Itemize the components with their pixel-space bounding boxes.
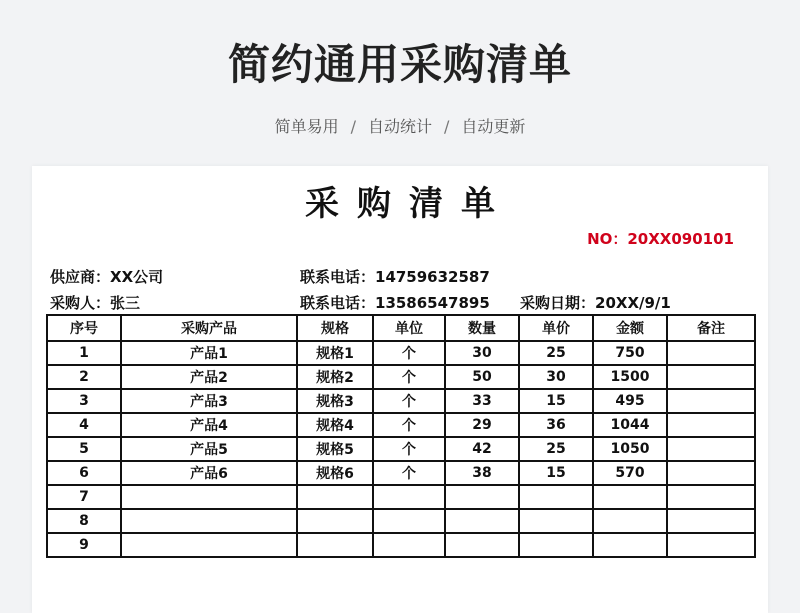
tag-separator: / (350, 117, 356, 136)
table-cell[interactable]: 2 (47, 365, 121, 389)
table-cell[interactable]: 产品4 (121, 413, 297, 437)
column-header: 规格 (297, 315, 373, 341)
table-row (47, 533, 755, 557)
table-cell[interactable]: 36 (519, 413, 593, 437)
column-header: 序号 (47, 315, 121, 341)
table-header-row (47, 315, 755, 341)
table-cell[interactable]: 7 (47, 485, 121, 509)
table-row (47, 461, 755, 485)
table-cell[interactable]: 个 (373, 365, 445, 389)
table-cell[interactable] (519, 509, 593, 533)
table-cell[interactable]: 规格3 (297, 389, 373, 413)
table-row (47, 485, 755, 509)
table-cell[interactable]: 1500 (593, 365, 667, 389)
table-cell[interactable] (593, 533, 667, 557)
tag-auto-stats: 自动统计 (367, 117, 432, 136)
table-cell[interactable]: 个 (373, 437, 445, 461)
table-cell[interactable]: 产品5 (121, 437, 297, 461)
table-cell[interactable]: 产品2 (121, 365, 297, 389)
table-cell[interactable] (297, 533, 373, 557)
table-cell[interactable]: 25 (519, 437, 593, 461)
supplier-phone: 联系电话：14759632587 (300, 268, 490, 286)
table-cell[interactable] (121, 509, 297, 533)
table-cell[interactable]: 个 (373, 461, 445, 485)
table-cell[interactable]: 产品3 (121, 389, 297, 413)
table-cell[interactable]: 规格5 (297, 437, 373, 461)
column-header: 金额 (593, 315, 667, 341)
column-header: 单位 (373, 315, 445, 341)
column-header: 备注 (667, 315, 755, 341)
supplier-info: 供应商：XX公司 (50, 268, 164, 286)
table-cell[interactable]: 15 (519, 389, 593, 413)
column-header: 单价 (519, 315, 593, 341)
table-cell[interactable]: 5 (47, 437, 121, 461)
table-cell[interactable]: 3 (47, 389, 121, 413)
table-cell[interactable] (667, 437, 755, 461)
table-cell[interactable] (373, 533, 445, 557)
table-cell[interactable] (373, 485, 445, 509)
table-cell[interactable] (297, 485, 373, 509)
table-cell[interactable]: 1044 (593, 413, 667, 437)
table-cell[interactable] (519, 533, 593, 557)
purchase-sheet (32, 166, 768, 613)
table-cell[interactable]: 30 (519, 365, 593, 389)
table-cell[interactable] (373, 509, 445, 533)
table-row (47, 341, 755, 365)
table-cell[interactable] (667, 485, 755, 509)
table-cell[interactable]: 规格6 (297, 461, 373, 485)
table-cell[interactable]: 15 (519, 461, 593, 485)
table-cell[interactable]: 25 (519, 341, 593, 365)
buyer-info: 采购人：张三 (50, 294, 141, 312)
table-cell[interactable]: 个 (373, 389, 445, 413)
table-cell[interactable]: 产品6 (121, 461, 297, 485)
table-cell[interactable]: 规格1 (297, 341, 373, 365)
document-title: 采购清单 (305, 184, 513, 224)
table-cell[interactable]: 8 (47, 509, 121, 533)
table-cell[interactable]: 6 (47, 461, 121, 485)
table-cell[interactable]: 33 (445, 389, 519, 413)
table-cell[interactable]: 9 (47, 533, 121, 557)
page-title: 简约通用采购清单 (227, 40, 572, 89)
table-cell[interactable] (667, 461, 755, 485)
table-cell[interactable]: 29 (445, 413, 519, 437)
table-cell[interactable] (445, 533, 519, 557)
table-row (47, 437, 755, 461)
table-row (47, 365, 755, 389)
table-cell[interactable] (593, 485, 667, 509)
document-number: NO：20XX090101 (587, 230, 734, 248)
table-cell[interactable] (667, 389, 755, 413)
table-cell[interactable]: 50 (445, 365, 519, 389)
column-header: 数量 (445, 315, 519, 341)
table-cell[interactable] (667, 413, 755, 437)
table-cell[interactable] (121, 533, 297, 557)
tag-auto-update: 自动更新 (461, 117, 526, 136)
table-cell[interactable]: 产品1 (121, 341, 297, 365)
table-cell[interactable]: 4 (47, 413, 121, 437)
feature-tags (0, 114, 800, 137)
table-cell[interactable]: 750 (593, 341, 667, 365)
table-cell[interactable]: 1 (47, 341, 121, 365)
table-cell[interactable]: 1050 (593, 437, 667, 461)
column-header: 采购产品 (121, 315, 297, 341)
table-cell[interactable]: 42 (445, 437, 519, 461)
table-cell[interactable] (445, 509, 519, 533)
table-row (47, 509, 755, 533)
table-cell[interactable]: 30 (445, 341, 519, 365)
table-cell[interactable]: 570 (593, 461, 667, 485)
purchase-date: 采购日期：20XX/9/1 (520, 294, 671, 312)
table-cell[interactable] (121, 485, 297, 509)
table-cell[interactable]: 个 (373, 341, 445, 365)
table-cell[interactable]: 495 (593, 389, 667, 413)
table-cell[interactable] (667, 341, 755, 365)
table-cell[interactable]: 规格4 (297, 413, 373, 437)
table-cell[interactable] (667, 533, 755, 557)
tag-separator: / (444, 117, 450, 136)
table-cell[interactable] (519, 485, 593, 509)
table-cell[interactable] (445, 485, 519, 509)
table-row (47, 389, 755, 413)
table-cell[interactable] (667, 365, 755, 389)
table-cell[interactable] (667, 509, 755, 533)
tag-easy: 简单易用 (274, 117, 339, 136)
buyer-phone: 联系电话：13586547895 (300, 294, 490, 312)
table-cell[interactable]: 个 (373, 413, 445, 437)
purchase-table (46, 314, 756, 558)
table-cell[interactable]: 38 (445, 461, 519, 485)
table-cell[interactable]: 规格2 (297, 365, 373, 389)
table-row (47, 413, 755, 437)
table-cell[interactable] (593, 509, 667, 533)
table-cell[interactable] (297, 509, 373, 533)
